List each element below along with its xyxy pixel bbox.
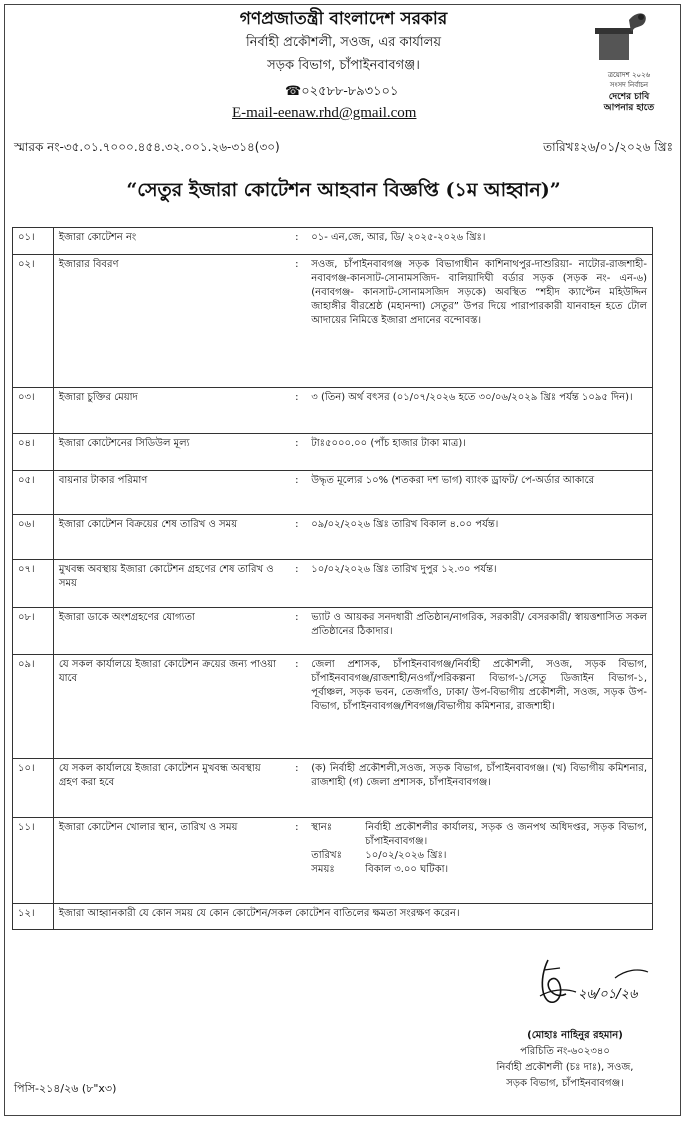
row-label: মুখবন্ধ অবস্থায় ইজারা কোটেশন গ্রহণের শেষ তারিখ ও সময়: [53, 560, 287, 608]
row-label: ইজারার বিবরণ: [53, 255, 287, 388]
place-key: স্থানঃ: [311, 822, 333, 833]
tender-table: [12, 227, 653, 930]
opening-details: [306, 818, 652, 904]
row-label: ইজারা কোটেশন নং: [53, 228, 287, 255]
row-colon: :: [287, 388, 306, 434]
row-number: ০১।: [13, 228, 54, 255]
logo-slogan: [585, 92, 673, 114]
row-colon: :: [287, 434, 306, 471]
logo-line3: দেশের চাবি: [608, 92, 650, 102]
row-value: ১০/০২/২০২৬ খ্রিঃ তারিখ দুপুর ১২.৩০ পর্যন্ত।: [306, 560, 652, 608]
phone-number: ☎০২৫৮৮-৮৯৩১০১: [285, 84, 399, 99]
row-colon: :: [287, 255, 306, 388]
row-colon: :: [287, 471, 306, 515]
pc-reference: পিসি-২১৪/২৬ (৮"x৩): [14, 1082, 117, 1095]
row-number: ০৩।: [13, 388, 54, 434]
row-colon: :: [287, 228, 306, 255]
row-value: টাঃ৫০০০.০০ (পাঁচ হাজার টাকা মাত্র)।: [306, 434, 652, 471]
table-row: [13, 818, 653, 904]
election-logo: [585, 8, 673, 113]
row-label: যে সকল কার্যালয়ে ইজারা কোটেশন মুখবন্ধ অবস্থায় গ্রহণ করা হবে: [53, 759, 287, 818]
place-value: নির্বাহী প্রকৌশলীর কার্যালয়, সড়ক ও জনপথ অধিদপ্তর, সড়ক বিভাগ, চাঁপাইনবাবগঞ্জ।: [365, 822, 647, 847]
table-row: [13, 255, 653, 388]
signatory-office: সড়ক বিভাগ, চাঁপাইনবাবগঞ্জ।: [506, 1078, 624, 1089]
row-number: ০৪।: [13, 434, 54, 471]
office-name: নির্বাহী প্রকৌশলী, সওজ, এর কার্যালয়: [246, 35, 441, 50]
table-row: [13, 655, 653, 759]
office-division: সড়ক বিভাগ, চাঁপাইনবাবগঞ্জ।: [267, 58, 420, 73]
govt-title: গণপ্রজাতন্ত্রী বাংলাদেশ সরকার: [239, 9, 448, 29]
row-label: ইজারা কোটেশন বিক্রয়ের শেষ তারিখ ও সময়: [53, 515, 287, 560]
time-value: বিকাল ৩.০০ ঘটিকা।: [365, 864, 449, 875]
row-label: ইজারা কোটেশন খোলার স্থান, তারিখ ও সময়: [53, 818, 287, 904]
row-value: ০১- এন,জে, আর, ডি/ ২০২৫-২০২৬ খ্রিঃ।: [306, 228, 652, 255]
date-value: ১০/০২/২০২৬ খ্রিঃ।: [365, 850, 447, 861]
row-number: ১১।: [13, 818, 54, 904]
table-row: [13, 759, 653, 818]
row-number: ১০।: [13, 759, 54, 818]
row-label: ইজারা কোটেশনের সিডিউল মূল্য: [53, 434, 287, 471]
row-value: সওজ, চাঁপাইনবাবগঞ্জ সড়ক বিভাগাধীন কাশিনাথপুর-দাশুরিয়া- নাটোর-রাজশাহী-নবাবগঞ্জ-কানসাট-সোনামসজিদ- বালিয়াদিঘী বর্ডার সড়ক (সড়ক নং- এন-৬) (নবাবগঞ্জ- কানসাট-সোনামসজিদ সড়কে) অবস্থিত “শহীদ ক্যাপ্টেন মহিউদ্দিন জাহাঙ্গীর বীরশ্রেষ্ঠ (মহানন্দা) সেতুর” উপর দিয়ে পারাপারকারী যানবাহন হতে টোল আদায়ের নিমিত্তে ইজারা প্রদানের বন্দোবস্ত।: [306, 255, 652, 388]
email-address[interactable]: E-mail-eenaw.rhd@gmail.com: [232, 105, 417, 121]
table-row: [13, 560, 653, 608]
row-number: ০২।: [13, 255, 54, 388]
table-row: [13, 608, 653, 655]
row-value: ৩ (তিন) অর্থ বৎসর (০১/০৭/২০২৬ হতে ৩০/০৬/২০২৯ খ্রিঃ পর্যন্ত ১০৯৫ দিন)।: [306, 388, 652, 434]
row-colon: :: [287, 515, 306, 560]
row-colon: :: [287, 560, 306, 608]
logo-line2: সংসদ নির্বাচন: [609, 81, 649, 89]
signatory-designation: নির্বাহী প্রকৌশলী (চঃ দাঃ), সওজ,: [496, 1062, 634, 1073]
memo-date: তারিখঃ২৬/০১/২০২৬ খ্রিঃ: [543, 140, 673, 154]
row-number: ০৫।: [13, 471, 54, 515]
row-number: ০৬।: [13, 515, 54, 560]
date-key: তারিখঃ: [311, 850, 342, 861]
row-full-text: ইজারা আহ্বানকারী যে কোন সময় যে কোন কোটেশন/সকল কোটেশন বাতিলের ক্ষমতা সংরক্ষণ করেন।: [53, 904, 652, 930]
row-number: ০৯।: [13, 655, 54, 759]
row-label: বায়নার টাকার পরিমাণ: [53, 471, 287, 515]
row-value: উদ্ধৃত মূল্যের ১০% (শতকরা দশ ভাগ) ব্যাংক ড্রাফট/ পে-অর্ডার আকারে: [306, 471, 652, 515]
row-value: ভ্যাট ও আয়কর সনদধারী প্রতিষ্ঠান/নাগরিক, সরকারী/ বেসরকারী/ স্বায়ত্তশাসিত সকল প্রতিষ্ঠানের ঠিকাদার।: [306, 608, 652, 655]
row-label: যে সকল কার্যালয়ে ইজারা কোটেশন ক্রয়ের জন্য পাওয়া যাবে: [53, 655, 287, 759]
time-key: সময়ঃ: [311, 864, 335, 875]
row-number: ০৭।: [13, 560, 54, 608]
row-value: ০৯/০২/২০২৬ খ্রিঃ তারিখ বিকাল ৪.০০ পর্যন্ত।: [306, 515, 652, 560]
table-row: [13, 388, 653, 434]
row-number: ১২।: [13, 904, 54, 930]
table-row: [13, 434, 653, 471]
row-colon: :: [287, 608, 306, 655]
row-colon: :: [287, 759, 306, 818]
ballot-box-icon: [585, 8, 673, 68]
row-label: ইজারা চুক্তির মেয়াদ: [53, 388, 287, 434]
table-row: [13, 515, 653, 560]
row-number: ০৮।: [13, 608, 54, 655]
row-colon: :: [287, 655, 306, 759]
row-colon: :: [287, 818, 306, 904]
notice-title: “সেতুর ইজারা কোটেশন আহবান বিজ্ঞপ্তি (১ম আহ্বান)”: [126, 179, 561, 201]
row-value: জেলা প্রশাসক, চাঁপাইনবাবগঞ্জ/নির্বাহী প্রকৌশলী, সওজ, সড়ক বিভাগ, চাঁপাইনবাবগঞ্জ/রাজশাহী/নওগাঁ/পরিকল্পনা বিভাগ-১/সেতু ডিজাইন বিভাগ-১, পূর্বাঞ্চল, সড়ক ভবন, তেজগাঁও, ঢাকা/ উপ-বিভাগীয় প্রকৌশলী, সওজ, সড়ক উপ-বিভাগ, চাঁপাইনবাবগঞ্জ/শিবগঞ্জ/বিভাগীয় কমিশনার, রাজশাহী।: [306, 655, 652, 759]
memo-number: স্মারক নং-৩৫.০১.৭০০০.৪৫৪.৩২.০০১.২৬-৩১৪(৩০): [14, 140, 280, 154]
table-row: [13, 228, 653, 255]
table-row: [13, 471, 653, 515]
handwritten-signature: [520, 950, 670, 1020]
signature-date: ২৬/০১/২৬: [578, 987, 638, 1002]
signatory-name: (মোহাঃ নাহিনুর রহমান): [527, 1030, 623, 1041]
row-value: (ক) নির্বাহী প্রকৌশলী,সওজ, সড়ক বিভাগ, চাঁপাইনবাবগঞ্জ। (খ) বিভাগীয় কমিশনার, রাজশাহী (গ) জেলা প্রশাসক, চাঁপাইনবাবগঞ্জ।: [306, 759, 652, 818]
logo-line1: ত্রয়োদশ ২০২৬: [607, 71, 651, 79]
row-label: ইজারা ডাকে অংশগ্রহণের যোগ্যতা: [53, 608, 287, 655]
logo-line4: আপনার হাতে: [603, 103, 655, 113]
table-row: [13, 904, 653, 930]
signatory-id: পরিচিতি নং-৬০২৩৪০: [520, 1046, 610, 1057]
